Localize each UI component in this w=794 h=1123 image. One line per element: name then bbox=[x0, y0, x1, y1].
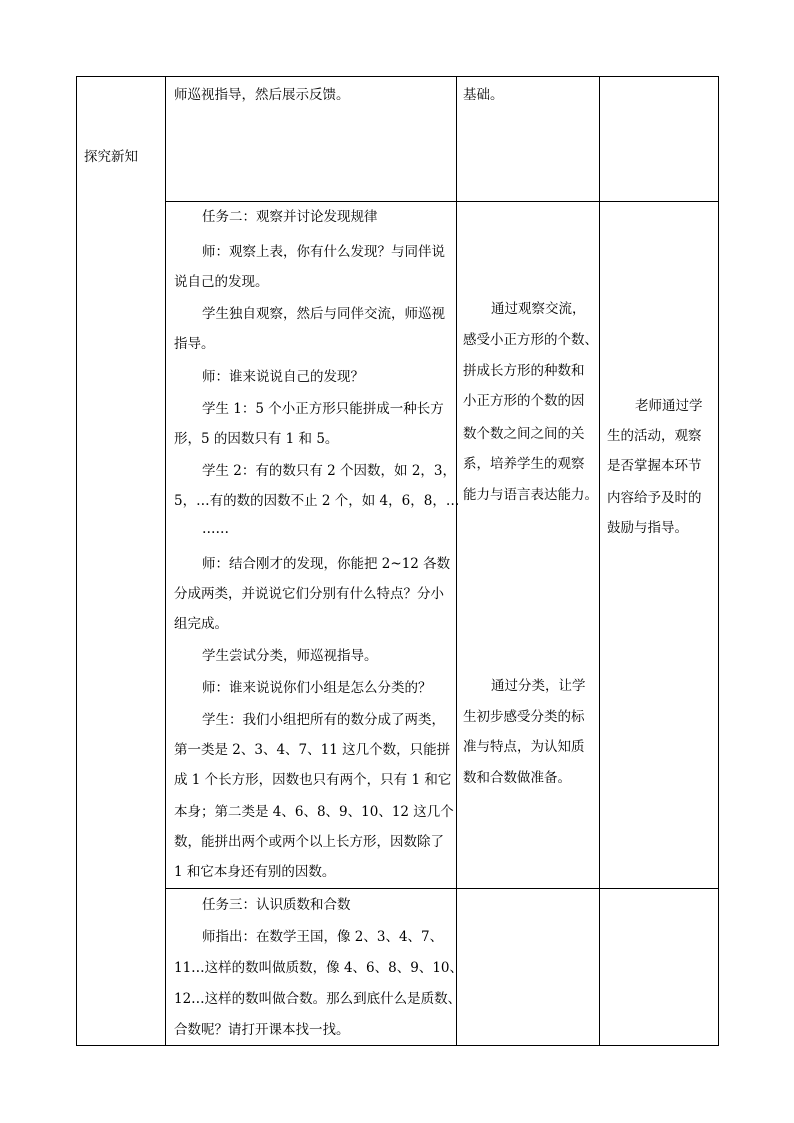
intent-cell-2 bbox=[457, 202, 600, 889]
intent-cell-3 bbox=[457, 889, 600, 1046]
eval-line: 内容给予及时的 bbox=[607, 490, 702, 506]
eval-line: 老师通过学 bbox=[635, 398, 703, 414]
intent-line: 能力与语言表达能力。 bbox=[463, 487, 598, 503]
process-line: 数，能拼出两个或两个以上长方形，因数除了 bbox=[174, 834, 444, 850]
process-line: 12…这样的数叫做合数。那么到底什么是质数、 bbox=[174, 991, 462, 1007]
section-label: 探究新知 bbox=[84, 149, 138, 165]
process-cell-3 bbox=[166, 889, 464, 1046]
process-line: …… bbox=[202, 521, 229, 537]
process-line: 学生独自观察，然后与同伴交流，师巡视 bbox=[202, 306, 445, 322]
lesson-plan-table bbox=[76, 76, 719, 1046]
intent-line: 通过观察交流， bbox=[491, 301, 586, 317]
intent-text: 基础。 bbox=[463, 87, 504, 103]
process-line: 合数呢？请打开课本找一找。 bbox=[174, 1022, 350, 1038]
intent-line: 系，培养学生的观察 bbox=[463, 456, 585, 472]
eval-line: 是否掌握本环节 bbox=[607, 458, 702, 474]
process-line: 学生尝试分类，师巡视指导。 bbox=[202, 648, 378, 664]
eval-cell-2 bbox=[600, 202, 719, 889]
intent-line: 数和合数做准备。 bbox=[463, 770, 571, 786]
process-line: 本身；第二类是 4、6、8、9、10、12 这几个 bbox=[174, 804, 454, 820]
process-line: 说自己的发现。 bbox=[174, 274, 269, 290]
intent-line: 通过分类，让学 bbox=[491, 678, 586, 694]
process-line: 11…这样的数叫做质数，像 4、6、8、9、10、 bbox=[174, 960, 464, 976]
intent-line: 准与特点，为认知质 bbox=[463, 739, 585, 755]
process-line: 1 和它本身还有别的因数。 bbox=[174, 864, 336, 880]
intent-line: 生初步感受分类的标 bbox=[463, 709, 585, 725]
intent-line: 数个数之间之间的关 bbox=[463, 426, 585, 442]
eval-line: 生的活动，观察 bbox=[607, 428, 702, 444]
process-line: 师：谁来说说你们小组是怎么分类的？ bbox=[202, 680, 432, 696]
eval-cell-3 bbox=[600, 889, 719, 1046]
process-line: 指导。 bbox=[174, 336, 215, 352]
task-heading: 任务三：认识质数和合数 bbox=[202, 897, 351, 913]
intent-line: 感受小正方形的个数、 bbox=[463, 332, 598, 348]
process-line: 形，5 的因数只有 1 和 5。 bbox=[174, 431, 339, 447]
process-line: 师指出：在数学王国，像 2、3、4、7、 bbox=[202, 929, 444, 945]
process-line: 组完成。 bbox=[174, 616, 228, 632]
section-label-cell bbox=[77, 77, 166, 1046]
intent-line: 拼成长方形的种数和 bbox=[463, 363, 585, 379]
eval-cell-1 bbox=[600, 77, 719, 202]
process-text: 师巡视指导，然后展示反馈。 bbox=[174, 87, 350, 103]
task-heading: 任务二：观察并讨论发现规律 bbox=[202, 209, 378, 225]
process-line: 学生：我们小组把所有的数分成了两类， bbox=[202, 712, 445, 728]
process-line: 学生 1：5 个小正方形只能拼成一种长方 bbox=[202, 401, 444, 417]
intent-line: 小正方形的个数的因 bbox=[463, 393, 585, 409]
process-line: 5，…有的数的因数不止 2 个，如 4，6，8，… bbox=[174, 493, 460, 509]
process-line: 成 1 个长方形，因数也只有两个，只有 1 和它 bbox=[174, 772, 452, 788]
process-line: 师：谁来说说自己的发现？ bbox=[202, 369, 364, 385]
process-cell-2 bbox=[166, 202, 460, 889]
process-line: 学生 2：有的数只有 2 个因数，如 2，3， bbox=[202, 463, 457, 479]
process-line: 师：观察上表，你有什么发现？与同伴说 bbox=[202, 244, 445, 260]
process-line: 分成两类，并说说它们分别有什么特点？分小 bbox=[174, 586, 444, 602]
process-line: 第一类是 2、3、4、7、11 这几个数，只能拼 bbox=[174, 742, 451, 758]
process-cell-1 bbox=[166, 77, 457, 202]
eval-line: 鼓励与指导。 bbox=[607, 520, 688, 536]
intent-cell-1 bbox=[457, 77, 600, 202]
process-line: 师：结合刚才的发现，你能把 2~12 各数 bbox=[202, 556, 451, 572]
